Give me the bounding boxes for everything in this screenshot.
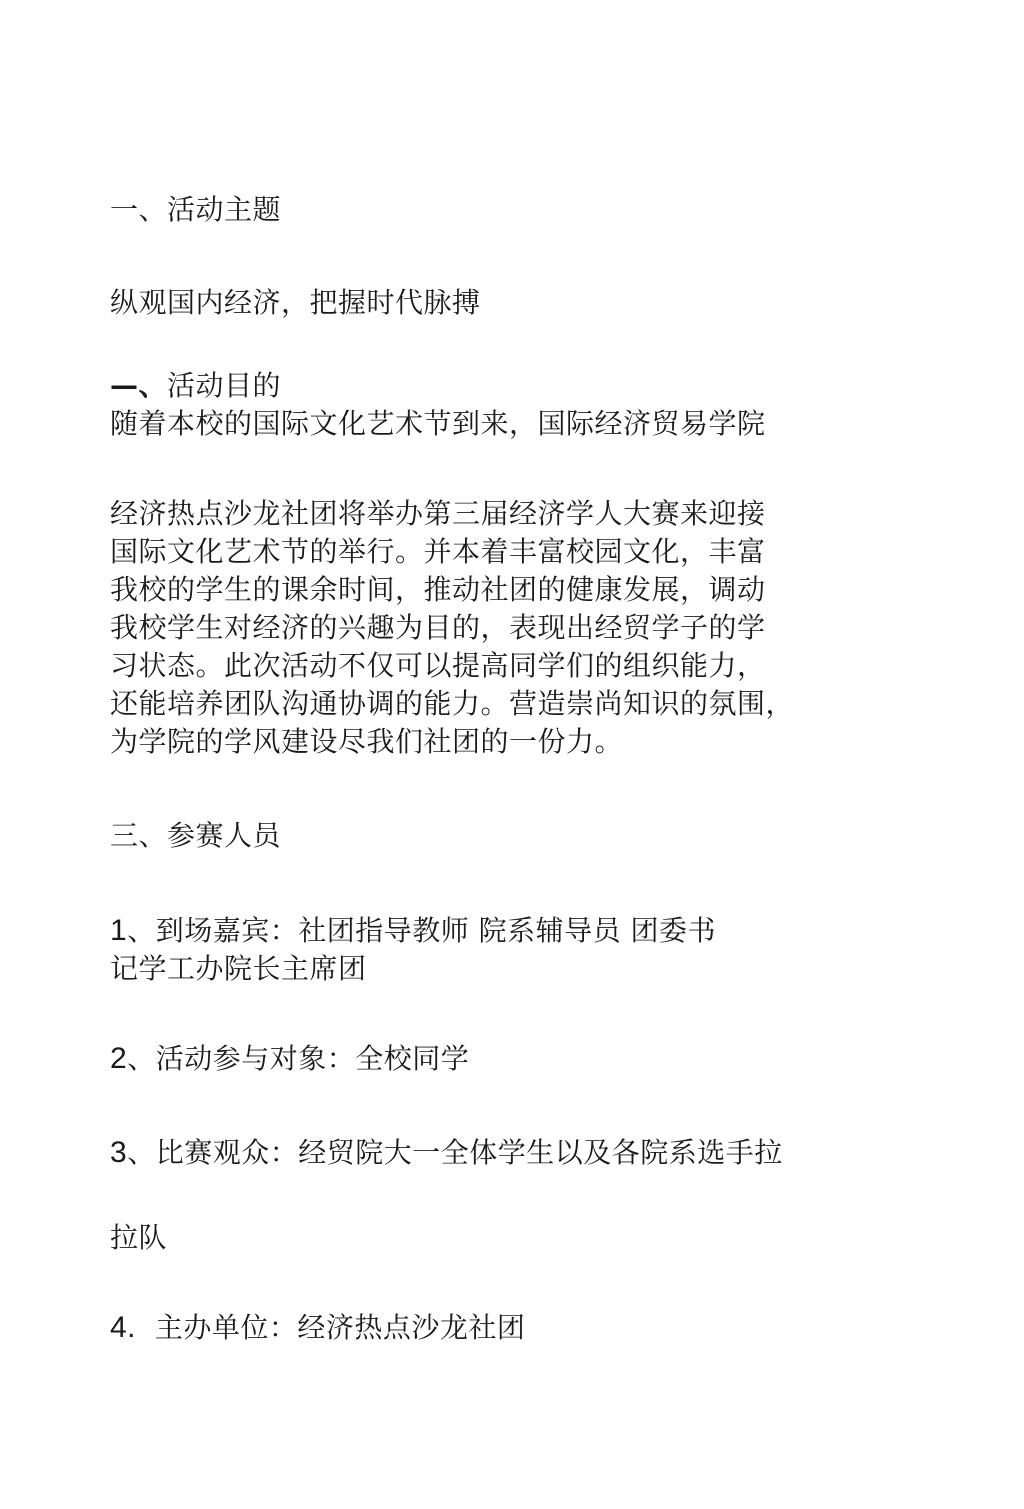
participant-item-4	[110, 1309, 525, 1347]
paragraph-line: 还能培养团队沟通协调的能力。营造崇尚知识的氛围，	[110, 687, 795, 720]
paragraph-line: 我校学生对经济的兴趣为目的，表现出经贸学子的学	[110, 611, 766, 644]
section-2-heading-text: 活动目的	[167, 369, 282, 402]
item-text: 、比赛观众：经贸院大一全体学生以及各院系选手拉	[127, 1136, 783, 1169]
section-2-heading-marker: —、	[110, 369, 168, 402]
section-3-heading: 三、参赛人员	[110, 819, 282, 852]
section-1-heading: 一、活动主题	[110, 193, 282, 226]
paragraph-line: 经济热点沙龙社团将举办第三届经济学人大赛来迎接	[110, 497, 766, 530]
paragraph-line: 习状态。此次活动不仅可以提高同学们的组织能力，	[110, 649, 766, 682]
item-number: 4.	[110, 1311, 137, 1344]
section-2-heading	[110, 367, 281, 405]
item-text-continued: 拉队	[110, 1221, 168, 1254]
paragraph-line: 我校的学生的课余时间，推动社团的健康发展，调动	[110, 573, 766, 606]
item-text: 、到场嘉宾：社团指导教师 院系辅导员 团委书	[127, 914, 716, 947]
item-number: 1	[110, 914, 128, 947]
participant-item-1	[110, 912, 716, 988]
item-text-continued: 记学工办院长主席团	[110, 952, 367, 985]
paragraph-line: 国际文化艺术节的举行。并本着丰富校园文化，丰富	[110, 535, 766, 568]
participant-item-2	[110, 1040, 469, 1078]
item-number: 3	[110, 1136, 128, 1169]
item-text: 主办单位：经济热点沙龙社团	[136, 1311, 526, 1344]
section-2-paragraph	[110, 495, 794, 761]
section-1-body: 纵观国内经济，把握时代脉搏	[110, 286, 481, 319]
item-text: 、活动参与对象：全校同学	[127, 1042, 470, 1075]
item-number: 2	[110, 1042, 128, 1075]
section-2-intro: 随着本校的国际文化艺术节到来，国际经济贸易学院	[110, 407, 766, 440]
paragraph-line: 为学院的学风建设尽我们社团的一份力。	[110, 725, 624, 758]
participant-item-3	[110, 1134, 783, 1172]
